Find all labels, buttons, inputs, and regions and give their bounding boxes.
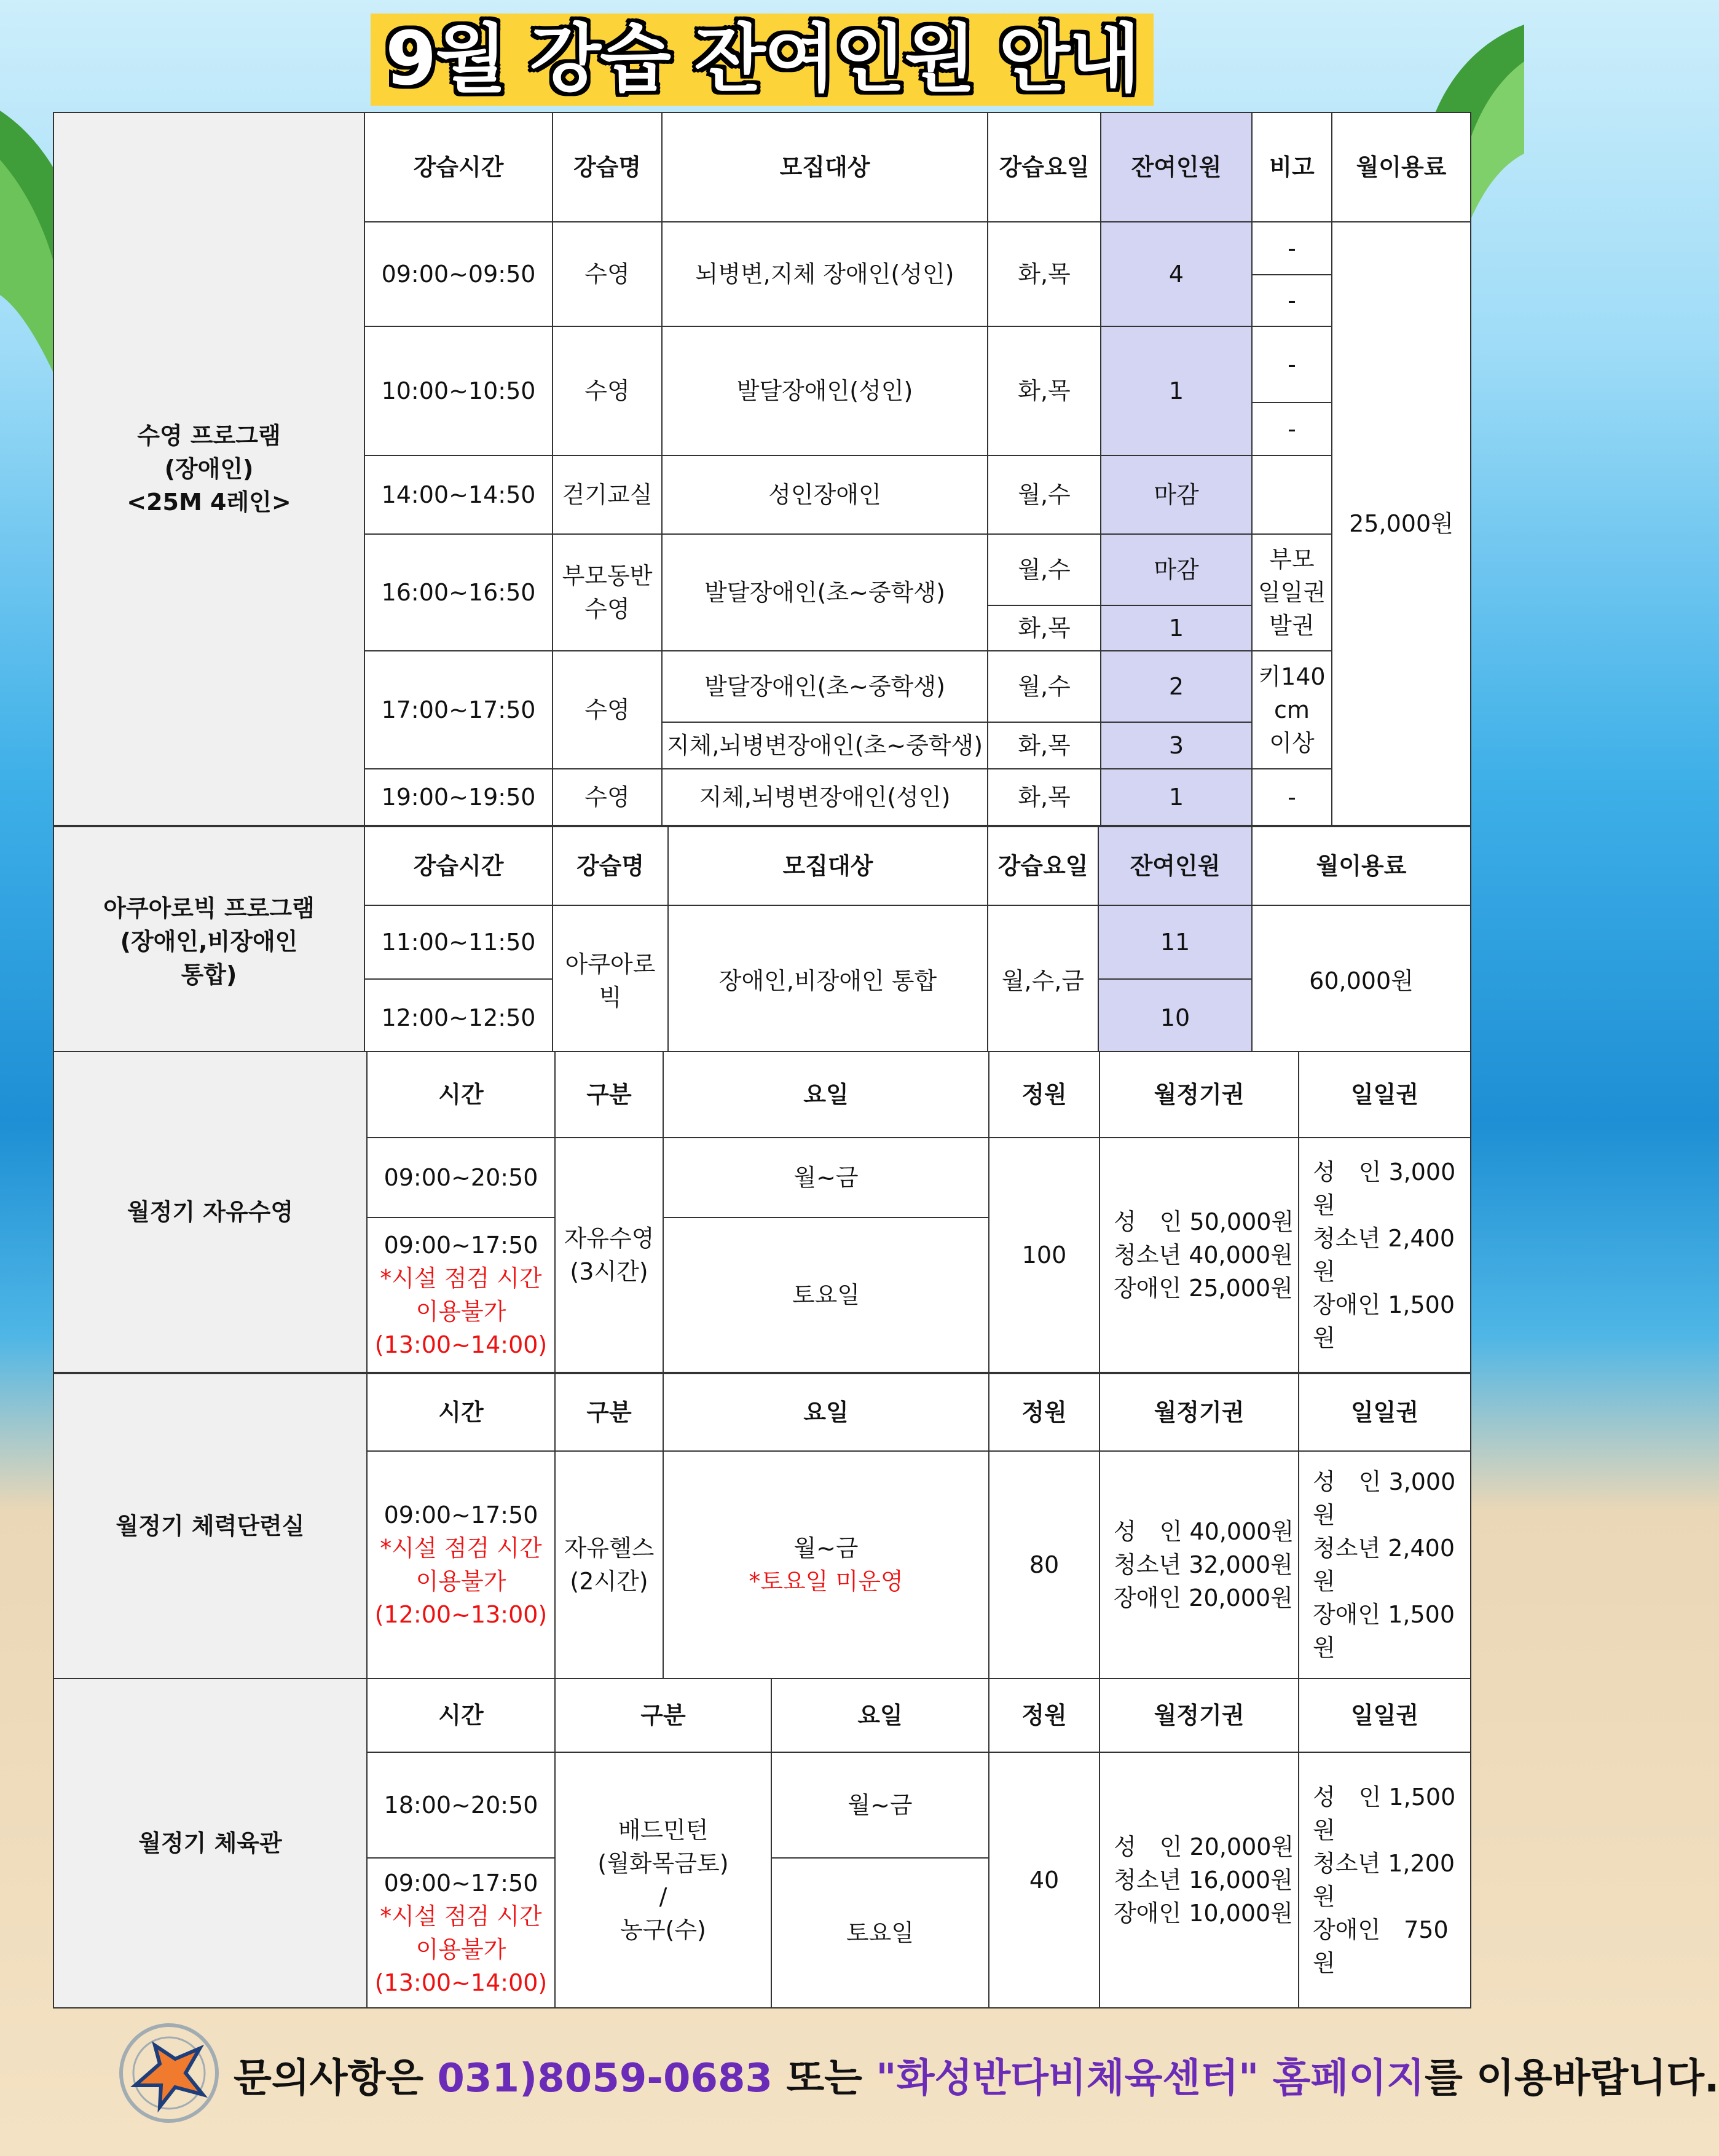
monthly-price-cell: 성 인 20,000원 청소년 16,000원 장애인 10,000원 bbox=[1099, 1752, 1299, 2008]
swim-fee-cell: 25,000원 bbox=[1332, 222, 1471, 825]
table-cell: 월,수 bbox=[988, 651, 1101, 722]
header-day: 요일 bbox=[663, 1052, 989, 1138]
header-day: 요일 bbox=[771, 1678, 989, 1752]
remain-cell: 3 bbox=[1101, 722, 1252, 769]
remain-cell: 2 bbox=[1101, 651, 1252, 722]
table-cell: 09:00~20:50 bbox=[367, 1138, 555, 1218]
table-cell: 아쿠아로빅 bbox=[553, 905, 668, 1056]
table-cell: 17:00~17:50 bbox=[364, 651, 553, 769]
header-time: 강습시간 bbox=[364, 827, 553, 905]
table-cell: 자유헬스 (2시간) bbox=[555, 1451, 663, 1678]
remain-cell: 1 bbox=[1101, 769, 1252, 825]
table-cell: 토요일 bbox=[771, 1858, 989, 2008]
table-cell: 화,목 bbox=[988, 326, 1101, 455]
table-cell: 12:00~12:50 bbox=[364, 979, 553, 1056]
table-cell: 09:00~09:50 bbox=[364, 222, 553, 326]
header-time: 시간 bbox=[367, 1678, 555, 1752]
header-monthly: 월정기권 bbox=[1099, 1678, 1299, 1752]
table-cell: 수영 bbox=[553, 222, 662, 326]
table-cell: - bbox=[1252, 769, 1332, 825]
table-cell: 부모 일일권 발권 bbox=[1252, 534, 1332, 651]
header-target: 모집대상 bbox=[662, 112, 988, 222]
table-cell: 40 bbox=[989, 1752, 1099, 2008]
table-cell: 80 bbox=[989, 1451, 1099, 1678]
table-cell: 월,수 bbox=[988, 455, 1101, 534]
free-swim-section-title: 월정기 자유수영 bbox=[53, 1052, 367, 1372]
homepage-name: "화성반다비체육센터" 홈페이지 bbox=[876, 2056, 1425, 2101]
swim-program-table bbox=[53, 112, 1471, 826]
table-cell: 성인장애인 bbox=[662, 455, 988, 534]
footer-mid: 또는 bbox=[773, 2056, 876, 2101]
table-cell: 장애인,비장애인 통합 bbox=[668, 905, 988, 1056]
table-cell: 09:00~17:50 *시설 점검 시간 이용불가 (12:00~13:00) bbox=[367, 1451, 555, 1678]
remain-cell: 마감 bbox=[1101, 534, 1252, 605]
table-cell: 09:00~17:50 *시설 점검 시간 이용불가 (13:00~14:00) bbox=[367, 1218, 555, 1372]
header-capacity: 정원 bbox=[989, 1052, 1099, 1138]
hall-table bbox=[53, 1678, 1471, 2008]
table-cell: - bbox=[1252, 403, 1332, 455]
table-cell: 월~금 bbox=[771, 1752, 989, 1858]
table-cell bbox=[1252, 455, 1332, 534]
header-fee: 월이용료 bbox=[1332, 112, 1471, 222]
table-cell: 월~금 *토요일 미운영 bbox=[663, 1451, 989, 1678]
aqua-section-title: 아쿠아로빅 프로그램 (장애인,비장애인 통합) bbox=[53, 827, 364, 1056]
table-cell: 10:00~10:50 bbox=[364, 326, 553, 455]
table-cell: 지체,뇌병변장애인(성인) bbox=[662, 769, 988, 825]
remain-cell: 1 bbox=[1101, 326, 1252, 455]
center-logo-icon bbox=[117, 2021, 221, 2125]
header-kind: 구분 bbox=[555, 1678, 771, 1752]
table-cell: 발달장애인(초~중학생) bbox=[662, 651, 988, 722]
table-cell: 배드민턴 (월화목금토) / 농구(수) bbox=[555, 1752, 771, 2008]
header-capacity: 정원 bbox=[989, 1374, 1099, 1451]
header-monthly: 월정기권 bbox=[1099, 1374, 1299, 1451]
table-cell: 월,수,금 bbox=[988, 905, 1098, 1056]
table-cell: 지체,뇌병변장애인(초~중학생) bbox=[662, 722, 988, 769]
footer-suffix: 를 이용바랍니다. bbox=[1424, 2056, 1719, 2101]
table-cell: 토요일 bbox=[663, 1218, 989, 1372]
monthly-price-cell: 성 인 50,000원 청소년 40,000원 장애인 25,000원 bbox=[1099, 1138, 1299, 1372]
table-cell: 키140 cm 이상 bbox=[1252, 651, 1332, 769]
monthly-price-cell: 성 인 40,000원 청소년 32,000원 장애인 20,000원 bbox=[1099, 1451, 1299, 1678]
daily-price-cell: 성 인 3,000원 청소년 2,400원 장애인 1,500원 bbox=[1299, 1138, 1471, 1372]
table-cell: - bbox=[1252, 275, 1332, 326]
header-day: 강습요일 bbox=[988, 112, 1101, 222]
page-title: 9월 강습 잔여인원 안내 bbox=[371, 14, 1154, 106]
table-cell: 걷기교실 bbox=[553, 455, 662, 534]
table-cell: 화,목 bbox=[988, 769, 1101, 825]
header-day: 강습요일 bbox=[988, 827, 1098, 905]
daily-price-cell: 성 인 1,500원 청소년 1,200원 장애인 750원 bbox=[1299, 1752, 1471, 2008]
header-monthly: 월정기권 bbox=[1099, 1052, 1299, 1138]
title-banner bbox=[0, 14, 1524, 106]
remain-cell: 마감 bbox=[1101, 455, 1252, 534]
footer-prefix: 문의사항은 bbox=[234, 2056, 438, 2101]
table-cell: 뇌병변,지체 장애인(성인) bbox=[662, 222, 988, 326]
table-cell: 화,목 bbox=[988, 222, 1101, 326]
daily-price-cell: 성 인 3,000원 청소년 2,400원 장애인 1,500원 bbox=[1299, 1451, 1471, 1678]
table-cell: 화,목 bbox=[988, 722, 1101, 769]
header-daily: 일일권 bbox=[1299, 1374, 1471, 1451]
aqua-fee-cell: 60,000원 bbox=[1252, 905, 1471, 1056]
remain-cell: 1 bbox=[1101, 605, 1252, 651]
header-remain: 잔여인원 bbox=[1101, 112, 1252, 222]
table-cell: 발달장애인(성인) bbox=[662, 326, 988, 455]
header-kind: 구분 bbox=[555, 1374, 663, 1451]
table-cell: 19:00~19:50 bbox=[364, 769, 553, 825]
table-cell: 수영 bbox=[553, 326, 662, 455]
header-name: 강습명 bbox=[553, 827, 668, 905]
header-daily: 일일권 bbox=[1299, 1052, 1471, 1138]
table-cell: 16:00~16:50 bbox=[364, 534, 553, 651]
gym-section-title: 월정기 체력단련실 bbox=[53, 1374, 367, 1678]
free-swim-table bbox=[53, 1051, 1471, 1373]
swim-section-title: 수영 프로그램 (장애인) <25M 4레인> bbox=[53, 112, 364, 825]
table-cell: 14:00~14:50 bbox=[364, 455, 553, 534]
header-capacity: 정원 bbox=[989, 1678, 1099, 1752]
table-cell: 100 bbox=[989, 1138, 1099, 1372]
header-time: 강습시간 bbox=[364, 112, 553, 222]
header-name: 강습명 bbox=[553, 112, 662, 222]
remain-cell: 11 bbox=[1098, 905, 1252, 979]
aqua-program-table bbox=[53, 826, 1471, 1057]
hall-section-title: 월정기 체육관 bbox=[53, 1678, 367, 2008]
table-cell: 월,수 bbox=[988, 534, 1101, 605]
remain-cell: 10 bbox=[1098, 979, 1252, 1056]
table-cell: 18:00~20:50 bbox=[367, 1752, 555, 1858]
table-cell: 발달장애인(초~중학생) bbox=[662, 534, 988, 651]
header-remain: 잔여인원 bbox=[1098, 827, 1252, 905]
header-note: 비고 bbox=[1252, 112, 1332, 222]
table-cell: - bbox=[1252, 326, 1332, 403]
table-cell: 화,목 bbox=[988, 605, 1101, 651]
contact-phone: 031)8059-0683 bbox=[437, 2056, 773, 2101]
header-fee: 월이용료 bbox=[1252, 827, 1471, 905]
table-cell: 월~금 bbox=[663, 1138, 989, 1218]
remain-cell: 4 bbox=[1101, 222, 1252, 326]
table-cell: 부모동반 수영 bbox=[553, 534, 662, 651]
table-cell: 11:00~11:50 bbox=[364, 905, 553, 979]
header-kind: 구분 bbox=[555, 1052, 663, 1138]
header-time: 시간 bbox=[367, 1374, 555, 1451]
table-cell: 수영 bbox=[553, 769, 662, 825]
header-target: 모집대상 bbox=[668, 827, 988, 905]
table-cell: - bbox=[1252, 222, 1332, 275]
header-daily: 일일권 bbox=[1299, 1678, 1471, 1752]
table-cell: 09:00~17:50 *시설 점검 시간 이용불가 (13:00~14:00) bbox=[367, 1858, 555, 2008]
header-time: 시간 bbox=[367, 1052, 555, 1138]
table-cell: 자유수영 (3시간) bbox=[555, 1138, 663, 1372]
footer bbox=[117, 2028, 1719, 2114]
contact-notice bbox=[234, 2047, 1719, 2103]
table-cell: 수영 bbox=[553, 651, 662, 769]
header-day: 요일 bbox=[663, 1374, 989, 1451]
gym-table bbox=[53, 1373, 1471, 1679]
